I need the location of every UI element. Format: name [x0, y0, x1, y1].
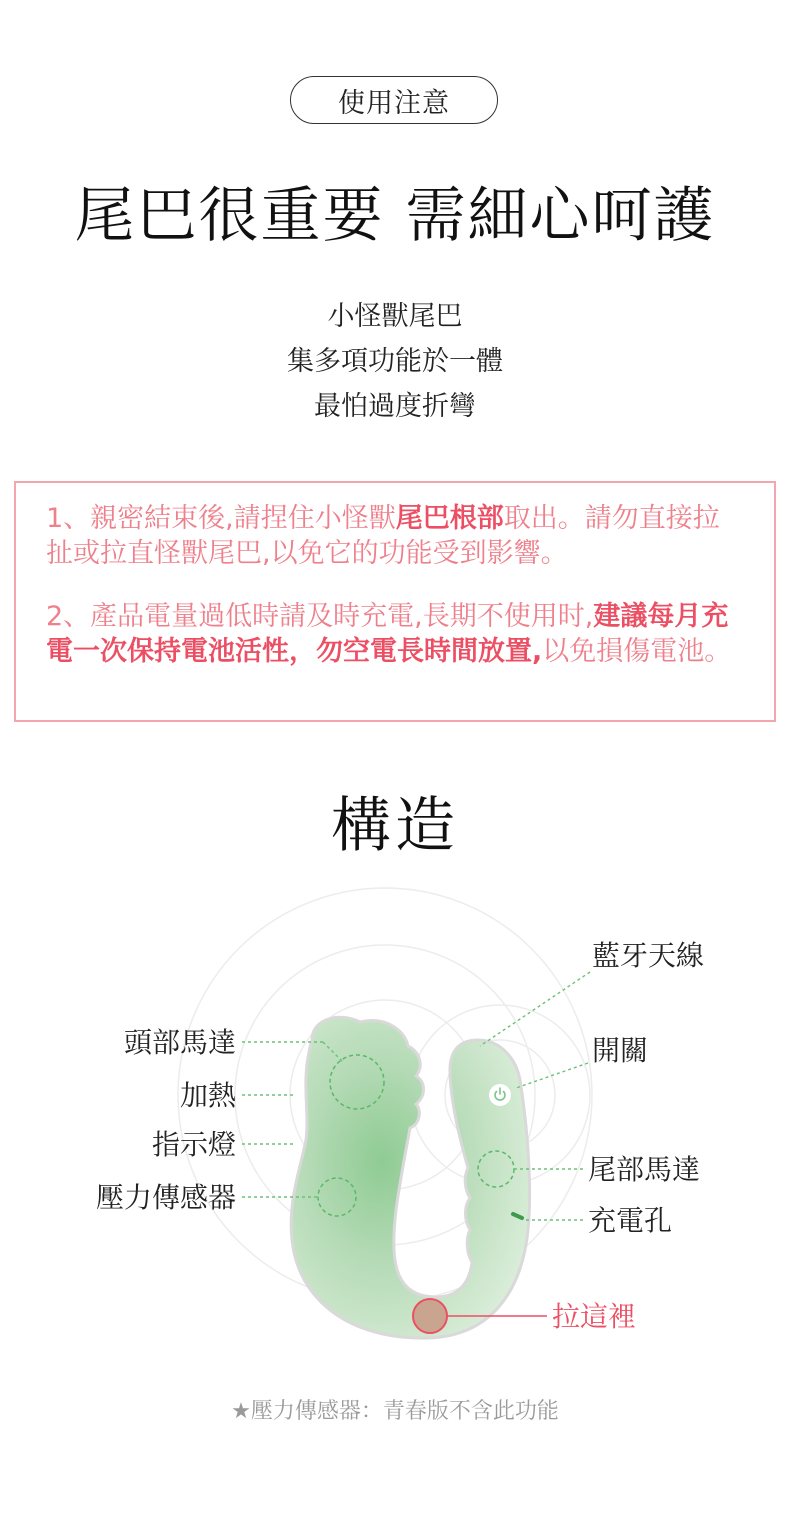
notice-text: 以免損傷電池。 — [542, 636, 732, 667]
usage-notice-tag: 使用注意 — [290, 76, 498, 124]
notice-text: 取出。請勿直接拉扯或拉直怪獸尾巴,以免它的功能受到影響。 — [46, 503, 720, 569]
label-indicator-light: 指示燈 — [151, 1128, 236, 1161]
label-power-switch: 開關 — [592, 1034, 649, 1067]
notice-item-1 — [46, 501, 744, 571]
label-tail-motor: 尾部馬達 — [588, 1153, 701, 1186]
label-head-motor: 頭部馬達 — [123, 1026, 236, 1059]
headline: 尾巴很重要 需細心呵護 — [74, 181, 716, 251]
device-body — [291, 1017, 529, 1338]
label-charging-port: 充電孔 — [588, 1204, 673, 1237]
intro-text — [0, 294, 790, 429]
notice-text: 2、產品電量過低時請及時充電,長期不使用时, — [46, 601, 594, 632]
label-bluetooth-antenna: 藍牙天線 — [592, 939, 705, 972]
label-heating: 加熱 — [179, 1079, 236, 1112]
notice-emphasis: 尾巴根部 — [395, 503, 504, 534]
intro-line: 集多項功能於一體 — [287, 346, 503, 377]
structure-diagram — [0, 860, 790, 1380]
footnote: ★壓力傳感器：青春版不含此功能 — [231, 1399, 559, 1424]
label-pressure-sensor: 壓力傳感器 — [95, 1181, 236, 1214]
notice-text: 1、親密結束後,請捏住小怪獸 — [46, 503, 396, 534]
leader-power-switch — [516, 1063, 588, 1088]
intro-line: 小怪獸尾巴 — [327, 301, 463, 332]
pull-here-marker — [413, 1299, 447, 1333]
structure-title: 構造 — [331, 791, 459, 861]
notice-item-2 — [46, 599, 744, 669]
notice-box — [14, 481, 776, 722]
intro-line: 最怕過度折彎 — [314, 391, 476, 422]
notice-emphasis: 建議每月充電一次保持電池活性，勿空電長時間放置, — [46, 601, 729, 667]
label-pull-here: 拉這裡 — [552, 1300, 637, 1333]
